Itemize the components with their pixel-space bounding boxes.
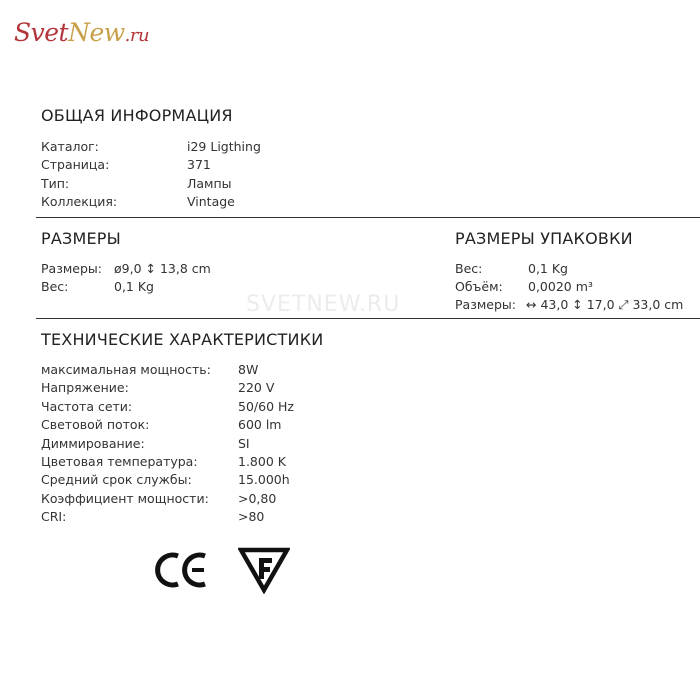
general-value-page: 371 [187,157,211,172]
logo-part-new: New [68,18,125,47]
general-info-title: ОБЩАЯ ИНФОРМАЦИЯ [41,106,233,125]
tech-value-power: 8W [238,362,259,377]
tech-value-voltage: 220 V [238,380,275,395]
general-value-type: Лампы [187,176,232,191]
tech-value-dimming: SI [238,436,250,451]
packaging-value-size: ↔ 43,0 ↕ 17,0 ⤢ 33,0 cm [526,297,684,312]
dimensions-title: РАЗМЕРЫ [41,229,121,248]
general-label-page: Страница: [41,157,110,172]
watermark: SVETNEW.RU [246,292,401,317]
general-label-type: Тип: [41,176,70,191]
divider-top [36,217,700,218]
packaging-label-size: Размеры: [455,297,516,312]
dimensions-value-size: ø9,0 ↕ 13,8 cm [114,261,211,276]
tech-label-dimming: Диммирование: [41,436,145,451]
f-mark-icon [238,546,290,594]
tech-value-cri: >80 [238,509,265,524]
dimensions-label-weight: Вес: [41,279,69,294]
packaging-value-weight: 0,1 Kg [528,261,568,276]
ce-mark-icon [154,550,210,590]
tech-label-lifetime: Средний срок службы: [41,472,192,487]
tech-label-frequency: Частота сети: [41,399,133,414]
tech-label-power: максимальная мощность: [41,362,211,377]
tech-label-voltage: Напряжение: [41,380,129,395]
divider-middle [36,318,700,319]
tech-label-flux: Световой поток: [41,417,150,432]
packaging-value-volume: 0,0020 m³ [528,279,593,294]
tech-value-frequency: 50/60 Hz [238,399,294,414]
dimensions-label-size: Размеры: [41,261,102,276]
packaging-label-weight: Вес: [455,261,483,276]
logo-part-ru: .ru [124,25,150,46]
packaging-label-volume: Объём: [455,279,503,294]
tech-value-power-factor: >0,80 [238,491,277,506]
general-label-collection: Коллекция: [41,194,118,209]
tech-label-color-temp: Цветовая температура: [41,454,198,469]
tech-value-flux: 600 lm [238,417,282,432]
site-logo[interactable] [14,18,149,47]
logo-part-svet: Svet [14,18,69,47]
general-value-catalog: i29 Ligthing [187,139,261,154]
technical-title: ТЕХНИЧЕСКИЕ ХАРАКТЕРИСТИКИ [41,330,324,349]
tech-value-color-temp: 1.800 K [238,454,286,469]
general-label-catalog: Каталог: [41,139,99,154]
general-value-collection: Vintage [187,194,235,209]
tech-value-lifetime: 15.000h [238,472,290,487]
tech-label-cri: CRI: [41,509,67,524]
tech-label-power-factor: Коэффициент мощности: [41,491,209,506]
packaging-title: РАЗМЕРЫ УПАКОВКИ [455,229,633,248]
dimensions-value-weight: 0,1 Kg [114,279,154,294]
